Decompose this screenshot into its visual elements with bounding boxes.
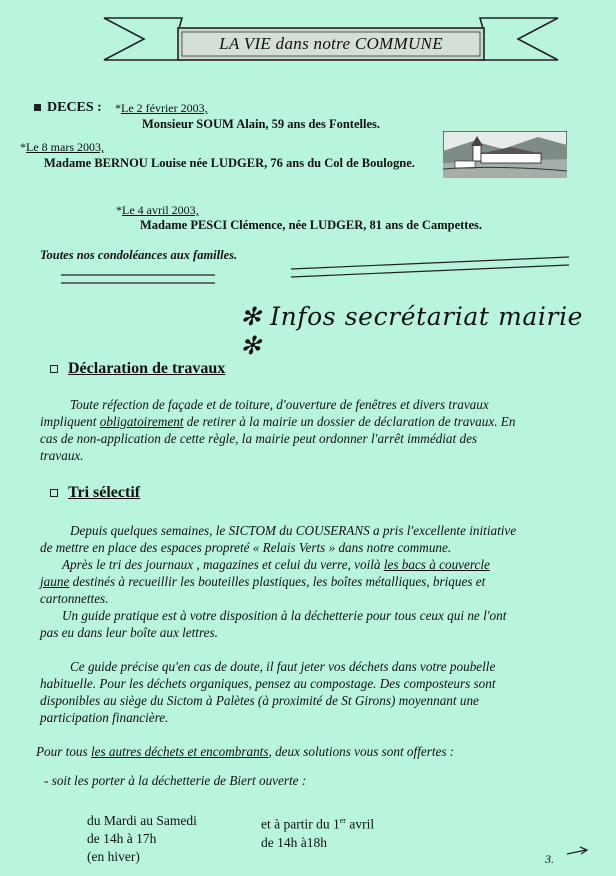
deces-date-2: *Le 8 mars 2003, bbox=[20, 140, 104, 154]
deces-label: DECES : bbox=[34, 100, 102, 116]
deces-date-1: *Le 2 février 2003, bbox=[115, 101, 208, 115]
condoleances: Toutes nos condoléances aux familles. bbox=[40, 248, 238, 262]
arrow-right-icon bbox=[566, 846, 590, 858]
section-travaux-text: Toute réfection de façade et de toiture, d'ouverture de fenêtres et divers travaux impliquent obligatoirement de retirer à la mairie un dossier de déclaration de travaux. En cas de non-application de cette règle, la mairie peut ordonner l'arrêt immédiat des travaux. bbox=[40, 397, 516, 463]
deces-name-2: Madame BERNOU Louise née LUDGER, 76 ans du Col de Boulogne. bbox=[44, 156, 415, 170]
decorative-lines bbox=[55, 255, 575, 290]
section-travaux-heading: Déclaration de travaux bbox=[50, 360, 225, 378]
deces-name-3: Madame PESCI Clémence, née LUDGER, 81 ans de Campettes. bbox=[140, 218, 482, 232]
hours-summer: et à partir du 1er avril de 14h à18h bbox=[261, 816, 375, 850]
infos-secretariat-title: ✻ Infos secrétariat mairie ✻ bbox=[240, 302, 584, 360]
hours-winter: du Mardi au Samedi de 14h à 17h (en hiver) bbox=[87, 813, 197, 864]
banner-title: LA VIE dans notre COMMUNE bbox=[219, 34, 443, 53]
village-photo bbox=[443, 131, 567, 178]
deces-date-3: *Le 4 avril 2003, bbox=[116, 203, 199, 217]
deces-name-1: Monsieur SOUM Alain, 59 ans des Fontelles. bbox=[142, 117, 380, 131]
section-tri-heading: Tri sélectif bbox=[50, 484, 140, 502]
checkbox-bullet-icon bbox=[50, 365, 58, 373]
square-bullet-icon bbox=[34, 104, 41, 111]
page-number: 3. bbox=[545, 852, 554, 866]
section-tri-text: Depuis quelques semaines, le SICTOM du COUSERANS a pris l'excellente initiative de mettre en place des espaces propreté « Relais Verts » dans notre commune. Après le tri des journaux , magazines et celui du verre, voilà les bacs à couvercle jaune destinés à recueillir les bouteilles plastiques, les boîtes métalliques, briques et cartonnettes. Un guide pratique est à votre disposition à la déchetterie pour tous ceux qui ne l'ont pas eu dans leur boîte aux lettres. Ce guide précise qu'en cas de doute, il faut jeter vos déchets dans votre poubelle habituelle. Pour les déchets organiques, pensez au compostage. Des composteurs sont disponibles au siège du Sictom à Palètes (à proximité de St Girons) moyennant une participation financière. Pour tous les autres déchets et encombrants, deux solutions vous sont offertes : - soit les porter à la déchetterie de Biert ouverte : bbox=[36, 523, 517, 788]
checkbox-bullet-icon bbox=[50, 489, 58, 497]
